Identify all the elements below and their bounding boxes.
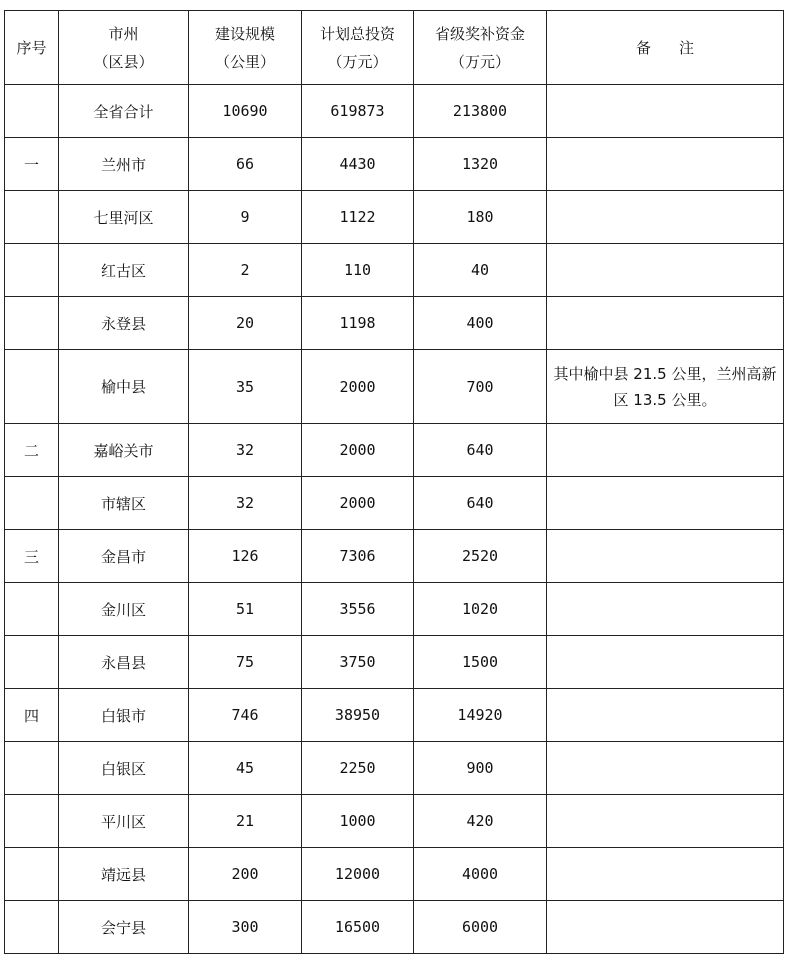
table-row [5, 901, 784, 954]
row-subsidy: 1320 [414, 138, 547, 191]
row-scale: 746 [189, 689, 302, 742]
row-subsidy: 6000 [414, 901, 547, 954]
row-investment: 3556 [302, 583, 414, 636]
row-investment: 2000 [302, 350, 414, 424]
row-remark [547, 530, 784, 583]
table-row [5, 636, 784, 689]
row-investment: 38950 [302, 689, 414, 742]
header-scale: 建设规模 （公里） [189, 11, 302, 85]
row-index [5, 795, 59, 848]
table-row [5, 424, 784, 477]
row-investment: 2000 [302, 424, 414, 477]
row-investment: 1122 [302, 191, 414, 244]
table-row [5, 350, 784, 424]
row-subsidy: 400 [414, 297, 547, 350]
row-name: 永昌县 [59, 636, 189, 689]
row-name: 金昌市 [59, 530, 189, 583]
table-row [5, 583, 784, 636]
row-name: 七里河区 [59, 191, 189, 244]
row-name: 金川区 [59, 583, 189, 636]
row-subsidy: 700 [414, 350, 547, 424]
table-row [5, 848, 784, 901]
row-remark [547, 848, 784, 901]
row-name: 平川区 [59, 795, 189, 848]
row-remark [547, 742, 784, 795]
table-row [5, 795, 784, 848]
row-name: 红古区 [59, 244, 189, 297]
row-name: 兰州市 [59, 138, 189, 191]
row-remark [547, 424, 784, 477]
table-header-row [5, 11, 784, 85]
table-row [5, 138, 784, 191]
header-index: 序号 [5, 11, 59, 85]
row-subsidy: 640 [414, 477, 547, 530]
row-index [5, 85, 59, 138]
row-remark [547, 85, 784, 138]
row-name: 白银区 [59, 742, 189, 795]
row-name: 嘉峪关市 [59, 424, 189, 477]
row-scale: 35 [189, 350, 302, 424]
row-index [5, 901, 59, 954]
header-city: 市州 （区县） [59, 11, 189, 85]
row-subsidy: 213800 [414, 85, 547, 138]
row-investment: 110 [302, 244, 414, 297]
row-index [5, 848, 59, 901]
row-scale: 300 [189, 901, 302, 954]
row-name: 永登县 [59, 297, 189, 350]
row-scale: 126 [189, 530, 302, 583]
table-row [5, 191, 784, 244]
row-subsidy: 4000 [414, 848, 547, 901]
row-scale: 75 [189, 636, 302, 689]
row-remark [547, 583, 784, 636]
row-remark [547, 795, 784, 848]
row-index: 一 [5, 138, 59, 191]
row-scale: 51 [189, 583, 302, 636]
row-investment: 1000 [302, 795, 414, 848]
row-scale: 21 [189, 795, 302, 848]
row-index [5, 583, 59, 636]
row-index [5, 297, 59, 350]
row-remark [547, 244, 784, 297]
row-subsidy: 1500 [414, 636, 547, 689]
header-remark: 备注 [547, 11, 784, 85]
table-row [5, 85, 784, 138]
row-scale: 10690 [189, 85, 302, 138]
row-investment: 619873 [302, 85, 414, 138]
row-subsidy: 14920 [414, 689, 547, 742]
row-index [5, 244, 59, 297]
header-investment: 计划总投资 （万元） [302, 11, 414, 85]
row-scale: 9 [189, 191, 302, 244]
row-name: 市辖区 [59, 477, 189, 530]
row-remark [547, 477, 784, 530]
row-investment: 2000 [302, 477, 414, 530]
project-table [4, 10, 784, 954]
row-investment: 12000 [302, 848, 414, 901]
row-subsidy: 40 [414, 244, 547, 297]
row-remark [547, 689, 784, 742]
table-body [5, 85, 784, 954]
row-remark [547, 138, 784, 191]
row-scale: 66 [189, 138, 302, 191]
row-remark [547, 297, 784, 350]
row-subsidy: 2520 [414, 530, 547, 583]
row-remark [547, 191, 784, 244]
row-investment: 7306 [302, 530, 414, 583]
row-index [5, 477, 59, 530]
row-subsidy: 180 [414, 191, 547, 244]
row-index [5, 191, 59, 244]
row-investment: 1198 [302, 297, 414, 350]
row-investment: 2250 [302, 742, 414, 795]
table-row [5, 530, 784, 583]
row-name: 白银市 [59, 689, 189, 742]
row-index [5, 350, 59, 424]
row-index [5, 636, 59, 689]
row-name: 全省合计 [59, 85, 189, 138]
row-name: 榆中县 [59, 350, 189, 424]
row-remark: 其中榆中县 21.5 公里，兰州高新区 13.5 公里。 [547, 350, 784, 424]
row-investment: 16500 [302, 901, 414, 954]
row-investment: 4430 [302, 138, 414, 191]
row-subsidy: 1020 [414, 583, 547, 636]
row-scale: 32 [189, 424, 302, 477]
row-investment: 3750 [302, 636, 414, 689]
row-scale: 32 [189, 477, 302, 530]
row-scale: 20 [189, 297, 302, 350]
table-row [5, 297, 784, 350]
row-scale: 2 [189, 244, 302, 297]
row-name: 会宁县 [59, 901, 189, 954]
row-subsidy: 420 [414, 795, 547, 848]
row-remark [547, 901, 784, 954]
row-index [5, 742, 59, 795]
row-scale: 200 [189, 848, 302, 901]
table-row [5, 689, 784, 742]
table-row [5, 742, 784, 795]
row-index: 三 [5, 530, 59, 583]
row-subsidy: 900 [414, 742, 547, 795]
row-remark [547, 636, 784, 689]
row-scale: 45 [189, 742, 302, 795]
header-subsidy: 省级奖补资金 （万元） [414, 11, 547, 85]
row-index: 二 [5, 424, 59, 477]
row-subsidy: 640 [414, 424, 547, 477]
table-row [5, 477, 784, 530]
row-name: 靖远县 [59, 848, 189, 901]
table-row [5, 244, 784, 297]
row-index: 四 [5, 689, 59, 742]
